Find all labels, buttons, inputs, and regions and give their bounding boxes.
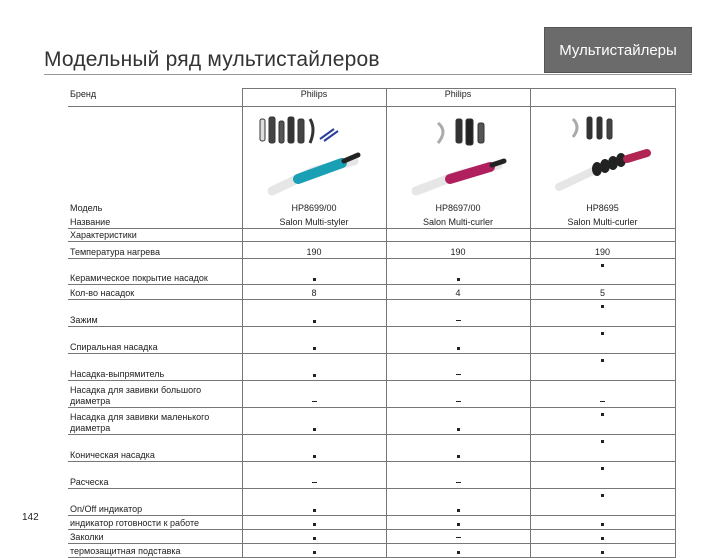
yes-marker (313, 374, 316, 377)
product-image-cell (242, 107, 386, 204)
empty-cell (386, 229, 530, 242)
yes-cell (242, 327, 386, 354)
yes-cell (530, 489, 675, 516)
yes-cell (242, 530, 386, 544)
yes-marker (601, 413, 604, 416)
yes-cell (386, 408, 530, 435)
yes-cell (530, 530, 675, 544)
no-marker (600, 401, 605, 402)
yes-marker (313, 320, 316, 323)
no-cell (386, 381, 530, 408)
yes-marker (457, 523, 460, 526)
no-marker (456, 401, 461, 402)
yes-marker (457, 428, 460, 431)
multistyler-image (254, 109, 374, 201)
yes-cell (386, 516, 530, 530)
yes-cell (530, 516, 675, 530)
spec-table (68, 88, 676, 558)
yes-cell (242, 489, 386, 516)
yes-cell (242, 516, 386, 530)
multicurler-image (543, 109, 663, 201)
yes-marker (313, 455, 316, 458)
name-label: Название (68, 214, 242, 229)
yes-marker (601, 305, 604, 308)
brand-cell: Philips (242, 89, 386, 107)
yes-marker (601, 332, 604, 335)
section-badge: Мультистайлеры (544, 27, 692, 73)
no-cell (242, 462, 386, 489)
no-marker (312, 401, 317, 402)
small-curler-row (68, 408, 675, 435)
no-marker (456, 374, 461, 375)
yes-marker (313, 278, 316, 281)
temperature-label: Температура нагрева (68, 242, 242, 259)
brand-cell (530, 89, 675, 107)
model-cell: HP8699/00 (242, 203, 386, 214)
stand-row (68, 544, 675, 558)
yes-marker (313, 428, 316, 431)
yes-cell (386, 544, 530, 558)
yes-marker (457, 455, 460, 458)
yes-cell (242, 435, 386, 462)
no-marker (312, 482, 317, 483)
yes-marker (601, 359, 604, 362)
small-curler-label: Насадка для завивки маленького диаметра (68, 408, 242, 435)
model-row (68, 203, 675, 214)
yes-cell (530, 327, 675, 354)
yes-cell (530, 544, 675, 558)
yes-cell (530, 435, 675, 462)
multicurler-image (398, 109, 518, 201)
empty-cell (530, 229, 675, 242)
yes-marker (601, 523, 604, 526)
no-marker (456, 537, 461, 538)
handle-accent (627, 153, 647, 159)
product-image-cell (530, 107, 675, 204)
straightener-label: Насадка-выпрямитель (68, 354, 242, 381)
yes-marker (457, 509, 460, 512)
yes-marker (601, 264, 604, 267)
no-cell (386, 354, 530, 381)
yes-marker (601, 467, 604, 470)
title-divider (44, 74, 692, 75)
attachments-count-label: Кол-во насадок (68, 285, 242, 300)
name-cell: Salon Multi-curler (386, 214, 530, 229)
conic-row (68, 435, 675, 462)
clips-label: Заколки (68, 530, 242, 544)
yes-marker (457, 347, 460, 350)
name-cell: Salon Multi-styler (242, 214, 386, 229)
yes-marker (601, 494, 604, 497)
yes-cell (386, 259, 530, 285)
yes-marker (313, 551, 316, 554)
handle-accent (450, 167, 490, 179)
onoff-row (68, 489, 675, 516)
no-cell (242, 381, 386, 408)
yes-cell (242, 300, 386, 327)
clamp-label: Зажим (68, 300, 242, 327)
brand-row (68, 89, 675, 107)
yes-cell (530, 354, 675, 381)
no-cell (386, 462, 530, 489)
yes-cell (530, 259, 675, 285)
yes-marker (601, 440, 604, 443)
temperature-cell: 190 (242, 242, 386, 259)
product-image-cell (386, 107, 530, 204)
clamp-row (68, 300, 675, 327)
temperature-cell: 190 (386, 242, 530, 259)
spiral-label: Спиральная насадка (68, 327, 242, 354)
large-curler-row (68, 381, 675, 408)
brand-cell: Philips (386, 89, 530, 107)
comb-row (68, 462, 675, 489)
yes-marker (457, 551, 460, 554)
conic-label: Коническая насадка (68, 435, 242, 462)
yes-marker (313, 347, 316, 350)
yes-cell (530, 462, 675, 489)
yes-cell (242, 354, 386, 381)
yes-cell (386, 327, 530, 354)
yes-marker (457, 278, 460, 281)
ready-indicator-label: индикатор готовности к работе (68, 516, 242, 530)
slide-title: Модельный ряд мультистайлеров (44, 48, 380, 71)
yes-cell (386, 435, 530, 462)
temperature-cell: 190 (530, 242, 675, 259)
comb-label: Расческа (68, 462, 242, 489)
model-label: Модель (70, 203, 103, 213)
model-cell: HP8697/00 (386, 203, 530, 214)
empty-cell (242, 229, 386, 242)
yes-cell (242, 408, 386, 435)
ready-indicator-row (68, 516, 675, 530)
yes-cell (242, 259, 386, 285)
no-marker (456, 482, 461, 483)
spiral-row (68, 327, 675, 354)
stand-label: термозащитная подставка (68, 544, 242, 558)
no-cell (530, 381, 675, 408)
page-number: 142 (22, 512, 39, 523)
attachments-count-cell: 4 (386, 285, 530, 300)
yes-marker (313, 509, 316, 512)
no-marker (456, 320, 461, 321)
onoff-label: On/Off индикатор (68, 489, 242, 516)
yes-marker (601, 551, 604, 554)
ceramic-row (68, 259, 675, 285)
yes-cell (530, 300, 675, 327)
model-cell: HP8695 (530, 203, 675, 214)
no-cell (386, 530, 530, 544)
yes-cell (386, 489, 530, 516)
name-cell: Salon Multi-curler (530, 214, 675, 229)
attachments-count-row (68, 285, 675, 300)
yes-marker (313, 523, 316, 526)
image-row-label (68, 107, 242, 204)
brand-label: Бренд (68, 89, 242, 107)
attachments-count-cell: 5 (530, 285, 675, 300)
temperature-row (68, 242, 675, 259)
yes-cell (242, 544, 386, 558)
large-curler-label: Насадка для завивки большого диаметра (68, 381, 242, 408)
characteristics-label: Характеристики (68, 229, 242, 242)
ceramic-label: Керамическое покрытие насадок (68, 259, 242, 285)
clips-row (68, 530, 675, 544)
name-row (68, 214, 675, 229)
image-row (68, 107, 675, 204)
yes-cell (530, 408, 675, 435)
attachments-count-cell: 8 (242, 285, 386, 300)
no-cell (386, 300, 530, 327)
straightener-row (68, 354, 675, 381)
characteristics-row (68, 229, 675, 242)
